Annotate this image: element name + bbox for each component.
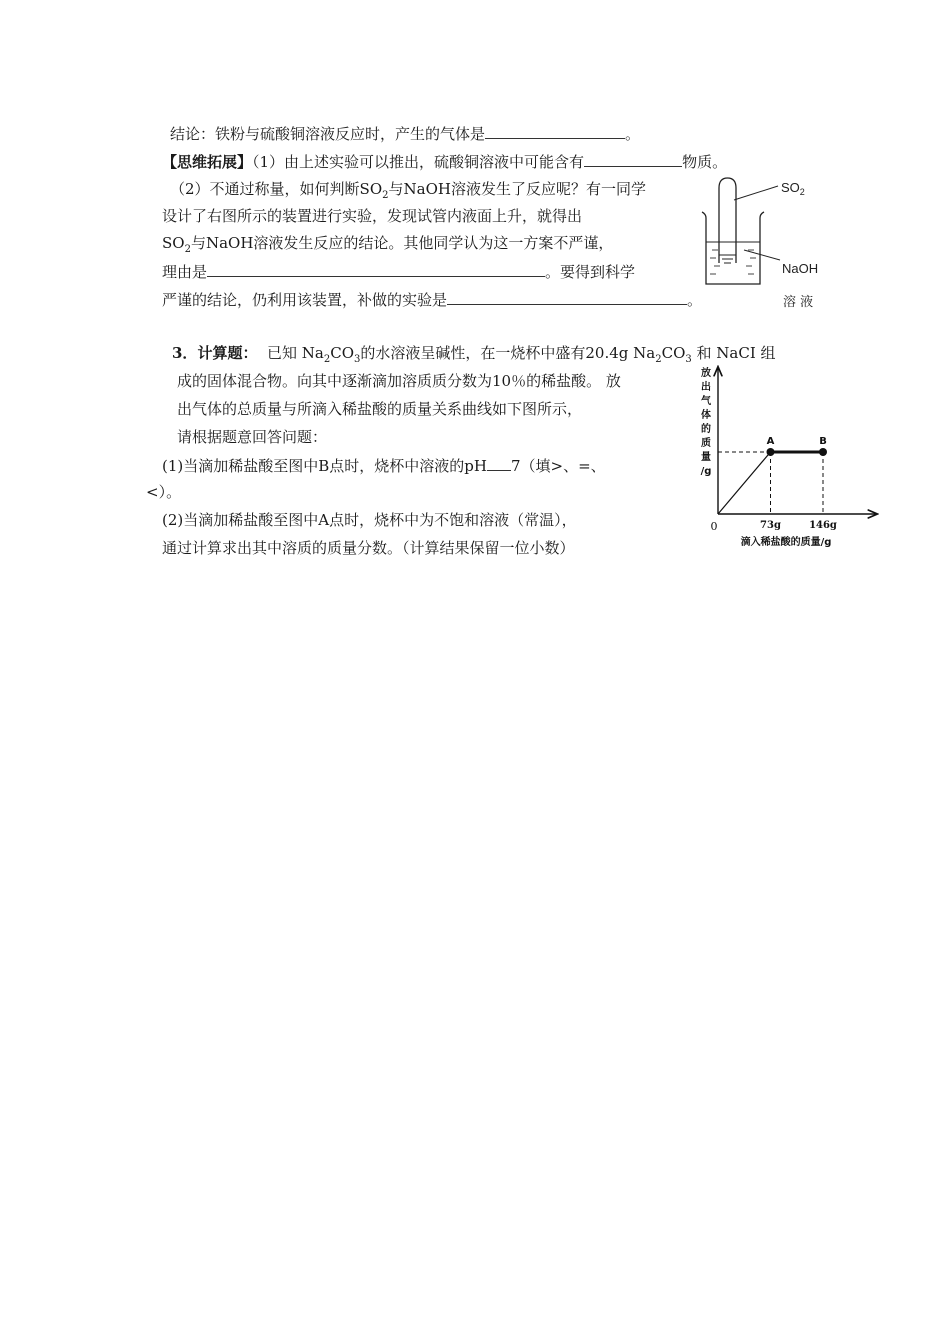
solution-label: 溶 液 xyxy=(783,295,814,310)
y-axis-label xyxy=(701,366,712,477)
conclusion-end: 。 xyxy=(625,125,641,143)
section3-q1-cont: <）。 xyxy=(146,483,182,501)
x-tick-label: 73g xyxy=(760,520,781,531)
y-axis-label-char: 体 xyxy=(701,410,711,421)
section3-line-3: 出气体的总质量与所滴入稀盐酸的质量关系曲线如下图所示， xyxy=(177,400,583,418)
extension-heading: 【思维拓展】 xyxy=(162,153,253,171)
q2-line-5 xyxy=(162,289,702,310)
point-label-b: B xyxy=(819,436,827,447)
answer-blank-reason[interactable] xyxy=(207,261,545,277)
q2-line-4 xyxy=(162,261,635,282)
y-axis-label-char: /g xyxy=(700,466,712,477)
section3-line-1c: 的水溶液呈碱性，在一烧杯中盛有20.4g Na xyxy=(360,344,656,362)
answer-blank-ph[interactable] xyxy=(487,455,511,471)
subscript-2: 2 xyxy=(323,354,331,365)
subscript-3: 3 xyxy=(685,354,692,365)
data-point-a xyxy=(767,448,775,456)
x-tick-label: 146g xyxy=(809,520,837,531)
series-line-rise xyxy=(718,452,771,514)
so2-leader-line xyxy=(734,186,778,200)
q2-line-4b: 。要得到科学 xyxy=(545,263,636,281)
section3-line-1a: 已知 Na xyxy=(267,344,324,362)
section3-line-1d: CO xyxy=(661,344,686,362)
data-point-b xyxy=(819,448,827,456)
section3-line-4: 请根据题意回答问题： xyxy=(177,428,328,446)
x-axis-label: 滴入稀盐酸的质量/g xyxy=(740,537,832,548)
section3-q2-line-2: 通过计算求出其中溶质的质量分数。（计算结果保留一位小数） xyxy=(162,539,575,557)
extension-q1-line xyxy=(162,151,727,172)
gas-mass-chart xyxy=(698,362,880,552)
extension-q1-text: （1）由上述实验可以推出，硫酸铜溶液中可能含有 xyxy=(252,153,585,171)
conclusion-text: 结论：铁粉与硫酸铜溶液反应时，产生的气体是 xyxy=(170,125,486,143)
naoh-label: NaOH xyxy=(782,261,819,276)
y-axis-label-char: 的 xyxy=(701,424,711,435)
section3-q1-line xyxy=(162,455,606,476)
section3-line-1e: 和 NaCI 组 xyxy=(691,344,776,362)
answer-blank-experiment[interactable] xyxy=(447,289,687,305)
test-tube xyxy=(719,178,736,263)
point-label-a: A xyxy=(766,436,775,447)
apparatus-diagram xyxy=(690,170,840,315)
q2-line-5a: 严谨的结论，仍利用该装置，补做的实验是 xyxy=(162,291,448,309)
chart-marks xyxy=(718,436,837,531)
q2-line-4a: 理由是 xyxy=(162,263,208,281)
q2-line-5b: 。 xyxy=(687,291,703,309)
section3-q1-text: (1)当滴加稀盐酸至图中B点时，烧杯中溶液的pH xyxy=(162,457,487,475)
liquid-hatching xyxy=(710,250,756,274)
q2-line-1 xyxy=(170,179,646,199)
y-axis-label-char: 出 xyxy=(701,382,711,393)
section3-q2-line-1: (2)当滴加稀盐酸至图中A点时，烧杯中为不饱和溶液（常温）， xyxy=(162,511,577,529)
so2-label: $SO_2$ xyxy=(781,180,805,197)
conclusion-line xyxy=(170,123,640,144)
origin-label: 0 xyxy=(710,520,718,533)
q2-line-1b: 与NaOH溶液发生了反应呢？有一同学 xyxy=(388,180,646,198)
answer-blank-substance[interactable] xyxy=(584,151,682,167)
so2-subscript: 2 xyxy=(184,244,191,255)
answer-blank-gas[interactable] xyxy=(485,123,625,139)
q2-line-3a: SO xyxy=(162,234,185,252)
section3-line-2: 成的固体混合物。向其中逐渐滴加溶质质分数为10％的稀盐酸。 放 xyxy=(177,372,621,390)
so2-subscript: 2 xyxy=(382,190,389,201)
section3-line-1b: CO xyxy=(330,344,354,362)
q2-line-3 xyxy=(162,233,613,253)
section3-line-1 xyxy=(172,343,776,363)
y-axis-label-char: 放 xyxy=(701,368,711,379)
extension-q1-end: 物质。 xyxy=(682,153,728,171)
q2-line-3b: 与NaOH溶液发生反应的结论。其他同学认为这一方案不严谨， xyxy=(190,234,614,252)
question-heading: 计算题： xyxy=(197,344,258,362)
q2-line-2: 设计了右图所示的装置进行实验，发现试管内液面上升，就得出 xyxy=(162,207,583,225)
y-axis-label-char: 量 xyxy=(701,452,711,463)
subscript-2: 2 xyxy=(655,354,662,365)
naoh-leader-line xyxy=(744,250,780,260)
y-axis-label-char: 质 xyxy=(701,438,711,449)
question-number: 3． xyxy=(172,344,198,362)
y-axis-label-char: 气 xyxy=(701,396,711,407)
q2-line-1a: （2）不通过称量，如何判断SO xyxy=(170,180,383,198)
section3-q1-options: 7（填>、=、 xyxy=(510,457,606,475)
beaker xyxy=(702,212,764,284)
subscript-3: 3 xyxy=(354,354,361,365)
